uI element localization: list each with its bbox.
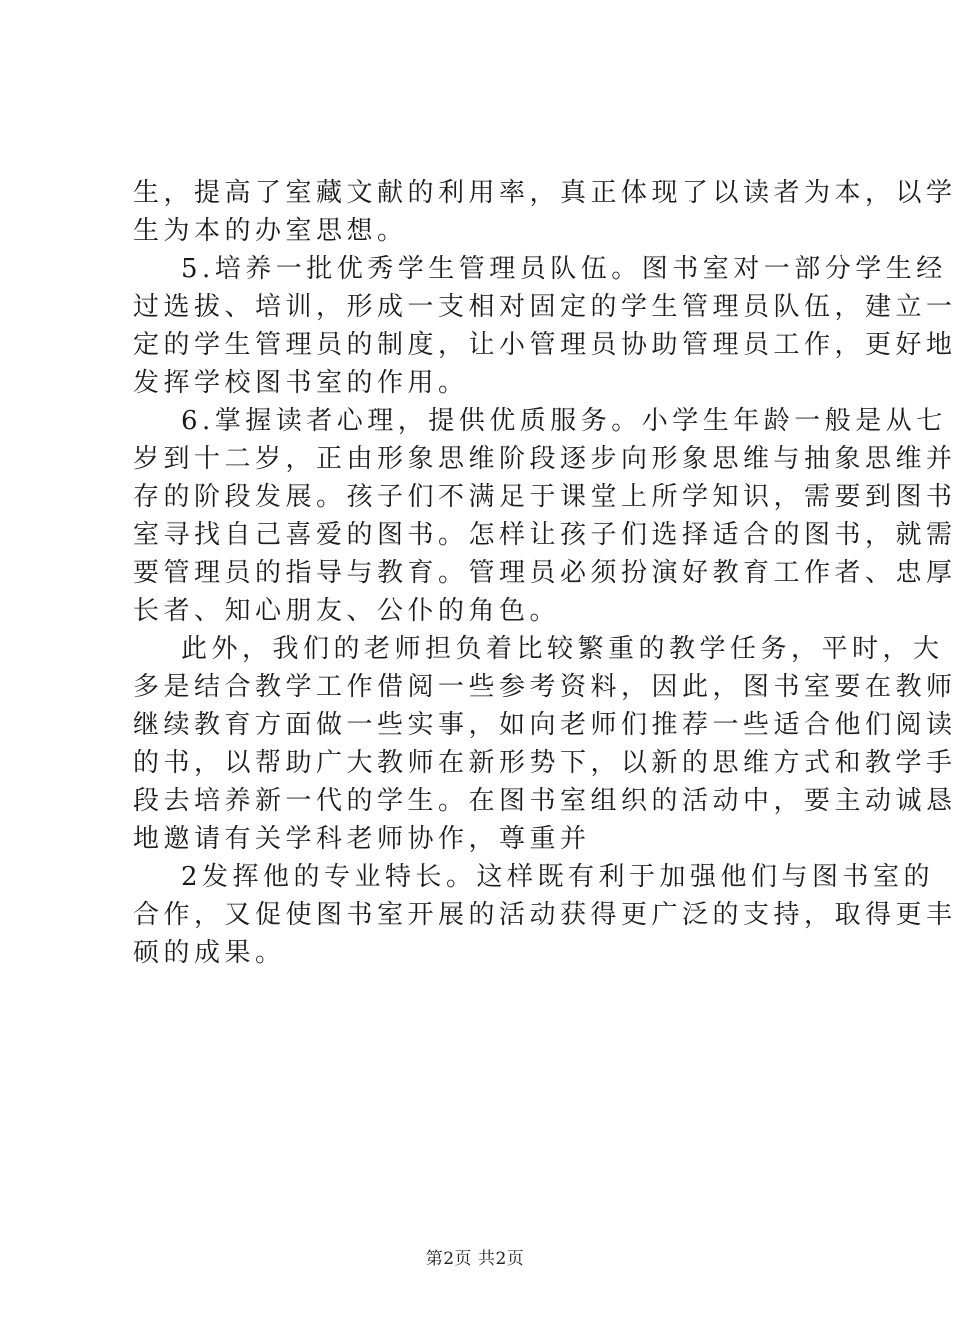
text-line: 段去培养新一代的学生。在图书室组织的活动中，要主动诚恳 <box>133 786 957 816</box>
text-line: 室寻找自己喜爱的图书。怎样让孩子们选择适合的图书，就需 <box>133 520 957 550</box>
text-line: 岁到十二岁，正由形象思维阶段逐步向形象思维与抽象思维并 <box>133 444 957 474</box>
text-line: 生，提高了室藏文献的利用率，真正体现了以读者为本，以学 <box>133 178 957 208</box>
text-line: 要管理员的指导与教育。管理员必须扮演好教育工作者、忠厚 <box>133 558 957 588</box>
text-line: 存的阶段发展。孩子们不满足于课堂上所学知识，需要到图书 <box>133 482 957 512</box>
text-line: 此外，我们的老师担负着比较繁重的教学任务，平时，大 <box>181 634 944 664</box>
text-line: 过选拔、培训，形成一支相对固定的学生管理员队伍，建立一 <box>133 292 957 322</box>
text-line: 的书，以帮助广大教师在新形势下，以新的思维方式和教学手 <box>133 748 957 778</box>
text-line: 定的学生管理员的制度，让小管理员协助管理员工作，更好地 <box>133 330 957 360</box>
page-number-footer: 第2页 共2页 <box>425 1249 525 1269</box>
text-line: 2发挥他的专业特长。这样既有利于加强他们与图书室的 <box>181 862 935 892</box>
text-line: 6.掌握读者心理，提供优质服务。小学生年龄一般是从七 <box>181 406 947 436</box>
text-line: 地邀请有关学科老师协作，尊重并 <box>133 824 591 854</box>
text-line: 5.培养一批优秀学生管理员队伍。图书室对一部分学生经 <box>181 254 947 284</box>
text-line: 硕的成果。 <box>133 938 286 968</box>
text-line: 生为本的办室思想。 <box>133 216 408 246</box>
text-line: 合作，又促使图书室开展的活动获得更广泛的支持，取得更丰 <box>133 900 957 930</box>
text-line: 发挥学校图书室的作用。 <box>133 368 469 398</box>
text-line: 多是结合教学工作借阅一些参考资料，因此，图书室要在教师 <box>133 672 957 702</box>
text-line: 长者、知心朋友、公仆的角色。 <box>133 596 561 626</box>
body-text <box>133 174 957 972</box>
text-line: 继续教育方面做一些实事，如向老师们推荐一些适合他们阅读 <box>133 710 957 740</box>
